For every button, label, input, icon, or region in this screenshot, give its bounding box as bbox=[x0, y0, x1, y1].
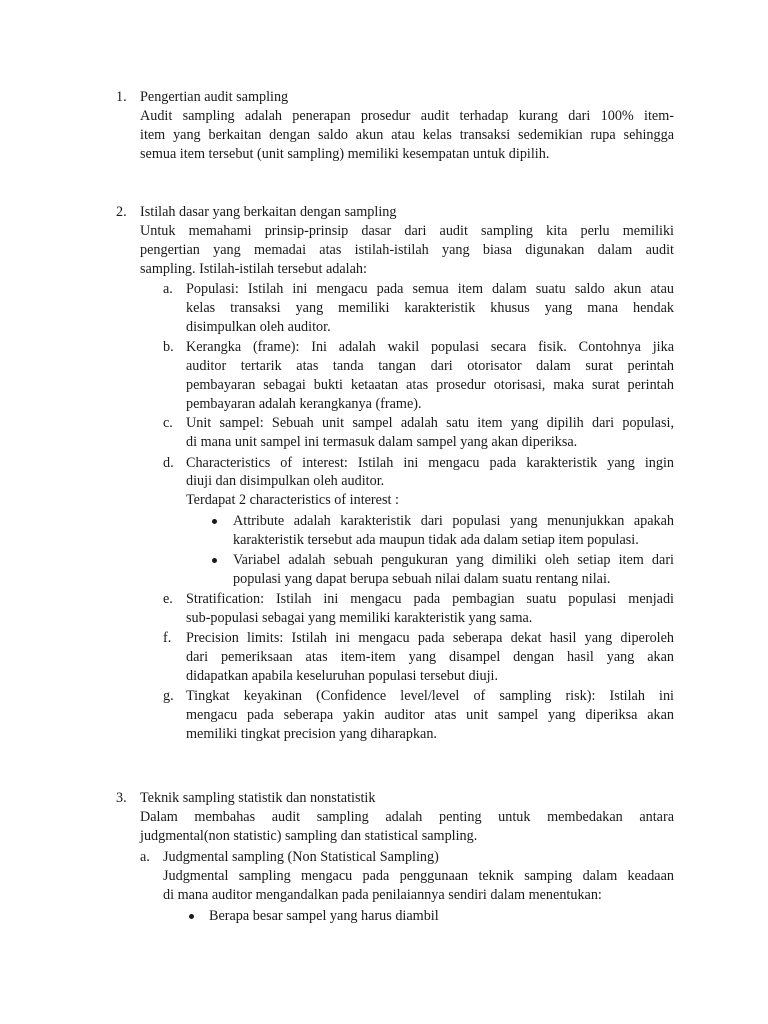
paragraph-line: item yang berkaitan dengan saldo akun atau kelas transaksi sedemikian rupa sehingga bbox=[140, 127, 674, 143]
list-item-line: Populasi: Istilah ini mengacu pada semua item dalam suatu saldo akun atau bbox=[186, 281, 674, 297]
section-number: 2. bbox=[116, 204, 127, 220]
list-item-line: Unit sampel: Sebuah unit sampel adalah satu item yang dipilih dari populasi, bbox=[186, 415, 674, 431]
bullet-marker bbox=[212, 519, 217, 524]
section-number: 3. bbox=[116, 790, 127, 806]
list-item-line: auditor tertarik atas tanda tangan dari otorisator dalam surat perintah bbox=[186, 358, 674, 374]
list-item-line: disimpulkan oleh auditor. bbox=[186, 319, 331, 335]
list-marker: a. bbox=[163, 281, 173, 297]
list-marker: a. bbox=[140, 849, 150, 865]
list-item-line: Kerangka (frame): Ini adalah wakil populasi secara fisik. Contohnya jika bbox=[186, 339, 674, 355]
list-marker: d. bbox=[163, 455, 174, 471]
bullet-line: Variabel adalah sebuah pengukuran yang dimiliki oleh setiap item dari bbox=[233, 552, 674, 568]
subsection-title: Judgmental sampling (Non Statistical Sampling) bbox=[163, 849, 439, 865]
bullet-marker bbox=[189, 914, 194, 919]
list-item-line: dari pemeriksaan atas item-item yang disampel dengan hasil yang akan bbox=[186, 649, 674, 665]
list-item-line: di mana unit sampel ini termasuk dalam sampel yang akan diperiksa. bbox=[186, 434, 578, 450]
paragraph-line: sampling. Istilah-istilah tersebut adalah: bbox=[140, 261, 367, 277]
list-item-line: Precision limits: Istilah ini mengacu pada seberapa dekat hasil yang diperoleh bbox=[186, 630, 674, 646]
list-marker: c. bbox=[163, 415, 173, 431]
paragraph-line: Judgmental sampling mengacu pada penggunaan teknik samping dalam keadaan bbox=[163, 868, 674, 884]
bullet-line: Berapa besar sampel yang harus diambil bbox=[209, 908, 439, 924]
list-item-line: mengacu pada seberapa yakin auditor atas unit sampel yang diperiksa akan bbox=[186, 707, 674, 723]
list-item-line: Characteristics of interest: Istilah ini mengacu pada karakteristik yang ingin bbox=[186, 455, 674, 471]
section-title: Pengertian audit sampling bbox=[140, 89, 289, 105]
list-item-line: pembayaran adalah kerangkanya (frame). bbox=[186, 396, 422, 412]
section-title: Istilah dasar yang berkaitan dengan sampling bbox=[140, 204, 397, 220]
list-item-line: sub-populasi sebagai yang memiliki karakteristik yang sama. bbox=[186, 610, 533, 626]
bullet-marker bbox=[212, 558, 217, 563]
list-item-line: kelas transaksi yang memiliki karakteristik khusus yang mana hendak bbox=[186, 300, 674, 316]
paragraph-line: Untuk memahami prinsip-prinsip dasar dari audit sampling kita perlu memiliki bbox=[140, 223, 674, 239]
list-item-line: Terdapat 2 characteristics of interest : bbox=[186, 492, 399, 508]
list-marker: f. bbox=[163, 630, 172, 646]
list-item-line: diuji dan disimpulkan oleh auditor. bbox=[186, 473, 385, 489]
paragraph-line: Dalam membahas audit sampling adalah penting untuk membedakan antara bbox=[140, 809, 674, 825]
list-marker: b. bbox=[163, 339, 174, 355]
bullet-line: populasi yang dapat berupa sebuah nilai dalam suatu rentang nilai. bbox=[233, 571, 611, 587]
bullet-line: Attribute adalah karakteristik dari populasi yang menunjukkan apakah bbox=[233, 513, 674, 529]
paragraph-line: Audit sampling adalah penerapan prosedur audit terhadap kurang dari 100% item- bbox=[140, 108, 674, 124]
section-title: Teknik sampling statistik dan nonstatistik bbox=[140, 790, 376, 806]
paragraph-line: judgmental(non statistic) sampling dan statistical sampling. bbox=[140, 828, 478, 844]
paragraph-line: semua item tersebut (unit sampling) memiliki kesempatan untuk dipilih. bbox=[140, 146, 550, 162]
list-marker: e. bbox=[163, 591, 173, 607]
paragraph-line: pengertian yang memadai atas istilah-istilah yang biasa digunakan dalam audit bbox=[140, 242, 674, 258]
list-item-line: Stratification: Istilah ini mengacu pada pembagian suatu populasi menjadi bbox=[186, 591, 674, 607]
list-marker: g. bbox=[163, 688, 174, 704]
list-item-line: didapatkan apabila keseluruhan populasi tersebut diuji. bbox=[186, 668, 499, 684]
paragraph-line: di mana auditor mengandalkan pada penilaiannya sendiri dalam menentukan: bbox=[163, 887, 602, 903]
bullet-line: karakteristik tersebut ada maupun tidak ada dalam setiap item populasi. bbox=[233, 532, 639, 548]
list-item-line: memiliki tingkat precision yang diharapkan. bbox=[186, 726, 437, 742]
section-number: 1. bbox=[116, 89, 127, 105]
list-item-line: pembayaran sebagai bukti ketaatan atas prosedur otorisasi, maka surat perintah bbox=[186, 377, 674, 393]
list-item-line: Tingkat keyakinan (Confidence level/level of sampling risk): Istilah ini bbox=[186, 688, 674, 704]
